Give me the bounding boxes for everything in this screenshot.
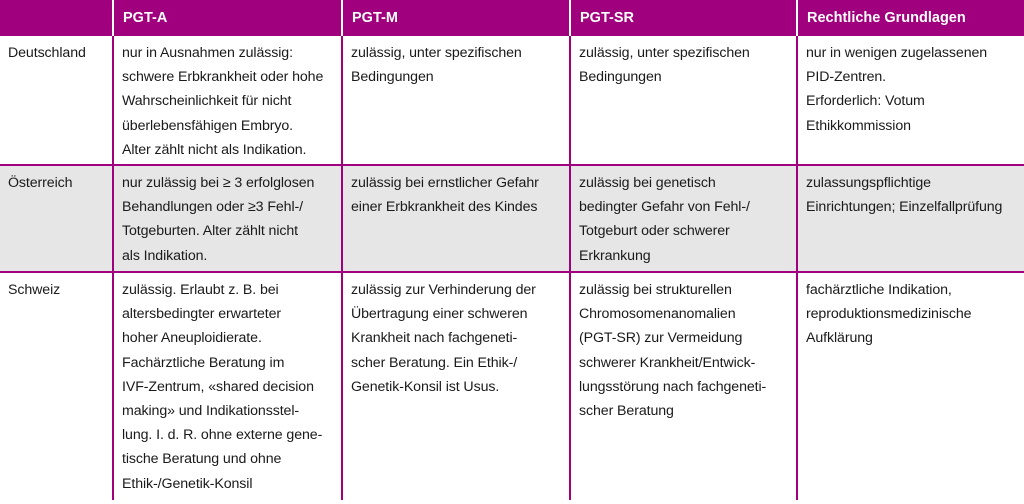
cell-text-line: hoher Aneuploidierate. xyxy=(122,330,262,347)
cell-text-line: Chromosomenanomalien xyxy=(579,306,736,323)
cell-text-line: Alter zählt nicht als Indikation. xyxy=(122,141,307,158)
header-legal-basis: Rechtliche Grundlagen xyxy=(797,0,1024,36)
cell-text-line: making» und Indikationsstel- xyxy=(122,403,300,420)
pgt-a-cell xyxy=(113,272,342,500)
cell-text-line: scher Beratung xyxy=(579,403,674,420)
pgt-m-cell xyxy=(342,36,570,165)
cell-text-line: Totgeburt oder schwerer xyxy=(579,223,730,240)
country-cell: Deutschland xyxy=(0,36,113,165)
table-row xyxy=(0,272,1024,500)
cell-text-line: lung. I. d. R. ohne externe gene- xyxy=(122,427,323,444)
pgt-m-cell xyxy=(342,165,570,272)
header-country xyxy=(0,0,113,36)
cell-text-line: Bedingungen xyxy=(351,69,434,86)
pgt-sr-cell xyxy=(570,272,797,500)
cell-text-line: zulässig. Erlaubt z. B. bei xyxy=(122,282,279,298)
cell-text-line: Ethik-/Genetik-Konsil xyxy=(122,475,253,492)
cell-text-line: tische Beratung und ohne xyxy=(122,451,282,468)
cell-text-line: Erforderlich: Votum xyxy=(806,93,925,110)
cell-text-line: fachärztliche Indikation, xyxy=(806,282,952,298)
cell-text-line: Wahrscheinlichkeit für nicht xyxy=(122,93,292,110)
cell-text-line: nur zulässig bei ≥ 3 erfolglosen xyxy=(122,175,315,191)
cell-text-line: zulässig bei strukturellen xyxy=(579,282,732,298)
cell-text-line: Einrichtungen; Einzelfallprüfung xyxy=(806,199,1003,216)
pgt-sr-cell xyxy=(570,36,797,165)
cell-text-line: Aufklärung xyxy=(806,330,873,347)
cell-text-line: schwere Erbkrankheit oder hohe xyxy=(122,69,324,86)
cell-text-line: Totgeburten. Alter zählt nicht xyxy=(122,223,299,240)
pgt-sr-cell xyxy=(570,165,797,272)
cell-text-line: zulassungspflichtige xyxy=(806,175,931,191)
pgt-a-cell xyxy=(113,165,342,272)
cell-text-line: Ethikkommission xyxy=(806,117,911,134)
cell-text-line: IVF-Zentrum, «shared decision xyxy=(122,378,314,395)
header-pgt-sr: PGT-SR xyxy=(570,0,797,36)
cell-text-line: einer Erbkrankheit des Kindes xyxy=(351,199,538,216)
table-row xyxy=(0,165,1024,272)
cell-text-line: Behandlungen oder ≥3 Fehl-/ xyxy=(122,199,303,216)
cell-text-line: schwerer Krankheit/Entwick- xyxy=(579,354,756,371)
header-pgt-m: PGT-M xyxy=(342,0,570,36)
cell-text-line: als Indikation. xyxy=(122,247,208,264)
cell-text-line: lungsstörung nach fachgeneti- xyxy=(579,378,767,395)
cell-text-line: Erkrankung xyxy=(579,247,651,264)
cell-text-line: bedingter Gefahr von Fehl-/ xyxy=(579,199,750,216)
country-cell: Österreich xyxy=(0,165,113,272)
legal-basis-cell xyxy=(797,272,1024,500)
cell-text-line: Krankheit nach fachgeneti- xyxy=(351,330,518,347)
legal-basis-cell xyxy=(797,36,1024,165)
cell-text-line: Genetik-Konsil ist Usus. xyxy=(351,378,500,395)
table-row xyxy=(0,36,1024,165)
cell-text-line: scher Beratung. Ein Ethik-/ xyxy=(351,354,518,371)
cell-text-line: nur in wenigen zugelassenen xyxy=(806,45,988,61)
cell-text-line: PID-Zentren. xyxy=(806,69,887,86)
pgt-a-cell xyxy=(113,36,342,165)
cell-text-line: Bedingungen xyxy=(579,69,662,86)
cell-text-line: reproduktionsmedizinische xyxy=(806,306,972,323)
cell-text-line: zulässig bei genetisch xyxy=(579,175,716,191)
cell-text-line: Fachärztliche Beratung im xyxy=(122,354,285,371)
cell-text-line: nur in Ausnahmen zulässig: xyxy=(122,45,293,61)
legal-basis-cell xyxy=(797,165,1024,272)
cell-text-line: zulässig bei ernstlicher Gefahr xyxy=(351,175,539,191)
header-row xyxy=(0,0,1024,36)
cell-text-line: zulässig zur Verhinderung der xyxy=(351,282,536,298)
cell-text-line: zulässig, unter spezifischen xyxy=(579,45,750,61)
cell-text-line: altersbedingter erwarteter xyxy=(122,306,282,323)
cell-text-line: (PGT-SR) zur Vermeidung xyxy=(579,330,743,347)
cell-text-line: zulässig, unter spezifischen xyxy=(351,45,522,61)
country-cell: Schweiz xyxy=(8,282,61,298)
pgt-m-cell xyxy=(342,272,570,500)
cell-text-line: überlebensfähigen Embryo. xyxy=(122,117,294,134)
header-pgt-a: PGT-A xyxy=(113,0,342,36)
cell-text-line: Übertragung einer schweren xyxy=(351,306,528,323)
